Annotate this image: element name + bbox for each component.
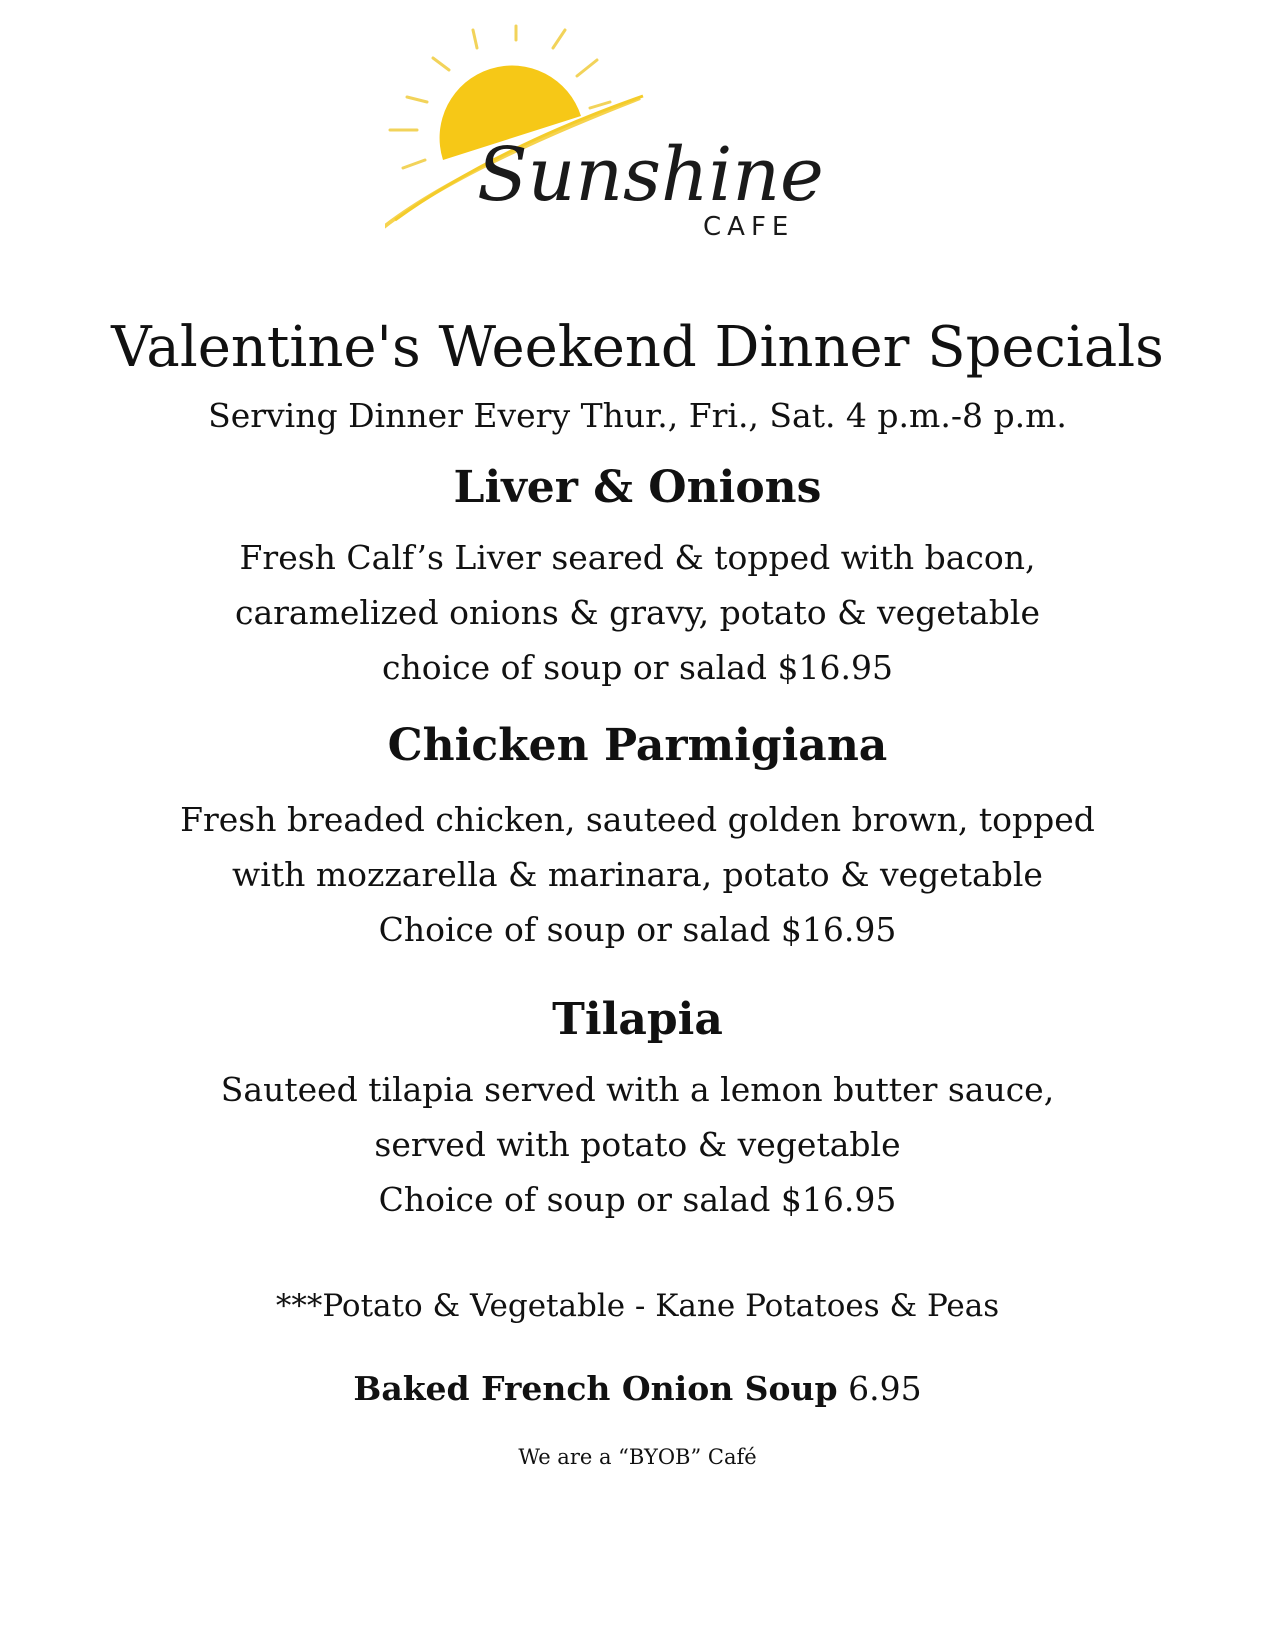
description-line: Fresh Calf’s Liver seared & topped with bacon, [239,538,1036,577]
description-line: Sauteed tilapia served with a lemon butter sauce, [220,1070,1055,1109]
description-line: with mozzarella & marinara, potato & vegetable [232,855,1043,894]
side-note: ***Potato & Vegetable - Kane Potatoes & Peas [275,1288,1000,1324]
description-line: Choice of soup or salad $16.95 [378,1180,897,1219]
dish-name: Liver & Onions [453,462,822,513]
byob-footer: We are a “BYOB” Café [518,1445,757,1469]
description-line: caramelized onions & gravy, potato & vegetable [235,593,1040,632]
serving-hours: Serving Dinner Every Thur., Fri., Sat. 4 p.m.-8 p.m. [208,396,1067,435]
description-line: Fresh breaded chicken, sauteed golden brown, topped [180,800,1095,839]
description-line: choice of soup or salad $16.95 [382,648,893,687]
dish-name: Chicken Parmigiana [387,720,888,771]
dish-name: Tilapia [552,994,723,1045]
dish-description [0,792,1275,957]
page-title: Valentine's Weekend Dinner Specials [111,315,1164,380]
description-line: Choice of soup or salad $16.95 [378,910,897,949]
description-line: served with potato & vegetable [374,1125,901,1164]
sunshine-cafe-logo [385,20,855,270]
soup-item [0,1366,1275,1412]
soup-price: 6.95 [848,1369,922,1408]
dish-description [0,530,1275,695]
soup-name: Baked French Onion Soup [353,1369,838,1408]
dish-description [0,1062,1275,1227]
logo-cafe-text: CAFE [703,212,795,242]
logo-script-text: Sunshine [477,132,824,218]
